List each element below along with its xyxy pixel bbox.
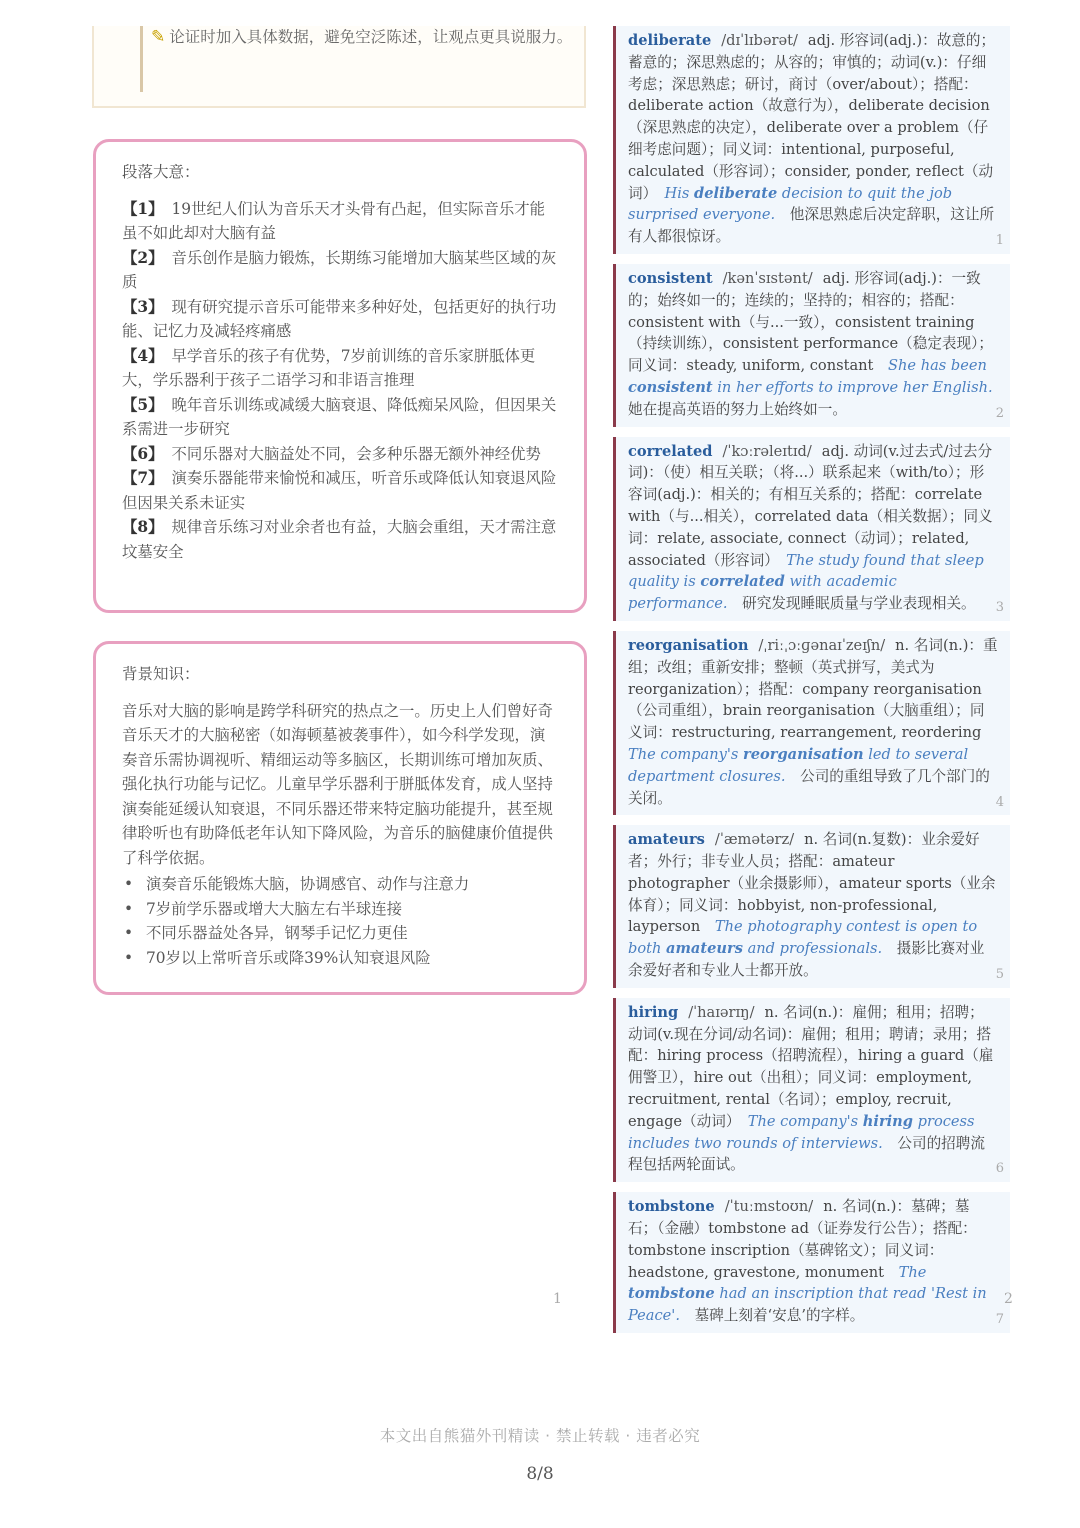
summary-item-number: 【3】 bbox=[122, 297, 164, 316]
vocab-translation: 公司的重组导致了几个部门的关闭。 bbox=[628, 767, 990, 807]
vocab-translation: 研究发现睡眠质量与学业表现相关。 bbox=[742, 595, 976, 613]
summary-item bbox=[122, 246, 560, 295]
vocab-word: reorganisation bbox=[628, 636, 749, 654]
summary-item-number: 【8】 bbox=[122, 518, 164, 536]
vocab-number: 1 bbox=[995, 233, 1004, 249]
summary-item-number: 【4】 bbox=[122, 346, 164, 365]
example-keyword: deliberate bbox=[694, 184, 778, 202]
vocab-phonetic: /ˌriːˌɔːɡənaɪˈzeɪʃn/ bbox=[758, 636, 886, 654]
summary-item-number: 【7】 bbox=[122, 469, 164, 487]
example-keyword: tombstone bbox=[628, 1285, 715, 1303]
summary-item bbox=[122, 442, 560, 467]
summary-item-text: 现有研究提示音乐可能带来多种好处，包括更好的执行功能、记忆力及减轻疼痛感 bbox=[122, 297, 557, 340]
summary-item-number: 【1】 bbox=[122, 199, 164, 218]
background-card bbox=[93, 641, 587, 995]
vocab-definition: adj. 形容词(adj.)：一致的；始终如一的；连续的；坚持的；相容的；搭配：consistent with（与...一致），consistent training（持续训练），consistent performance（稳定表现）；同义词：steady, uniform, constant bbox=[628, 269, 993, 375]
example-prefix: His bbox=[664, 184, 695, 202]
example-suffix: in her efforts to improve her English. bbox=[712, 378, 993, 396]
vocab-definition: n. 名词(n.)：雇佣；租用；招聘；动词(v.现在分词/动名词)：雇佣；租用；聘请；录用；搭配：hiring process（招聘流程），hiring a guard（雇佣警卫），hire out（出租）；同义词：employment, recruitment, rental（名词）；employ, recruit, engage（动词） bbox=[628, 1003, 994, 1130]
vocab-card-amateurs bbox=[613, 825, 1010, 988]
background-bullet: • 不同乐器益处各异，钢琴手记忆力更佳 bbox=[122, 921, 560, 946]
vocab-phonetic: /ˈtuːmstoʊn/ bbox=[724, 1198, 814, 1216]
vocab-definition: n. 名词(n.)：重组；改组；重新安排；整顿（英式拼写，美式为reorganization）；搭配：company reorganisation（公司重组），brain reorganisation（大脑重组）；同义词：restructuring, rearrangement, reordering bbox=[628, 636, 998, 742]
example-suffix: led to several department closures. bbox=[628, 745, 969, 785]
vocab-word: tombstone bbox=[628, 1198, 715, 1216]
summary-item bbox=[122, 466, 560, 515]
background-bullet: • 演奏音乐能锻炼大脑，协调感官、动作与注意力 bbox=[122, 872, 560, 897]
vocab-definition: adj. 动词(v.过去式/过去分词)：（使）相互关联；（将...）联系起来（with/to）；形容词(adj.)：相关的；有相互关系的；搭配：correlate with（与...相关），correlated data（相关数据）；同义词：relate, associate, connect（动词）；related, associated（形容词） bbox=[628, 442, 993, 569]
summary-item bbox=[122, 295, 560, 344]
paragraph-summary-card bbox=[93, 139, 587, 613]
background-title: 背景知识： bbox=[122, 665, 200, 683]
tip-box bbox=[92, 26, 586, 108]
vocab-translation: 他深思熟虑后决定辞职，这让所有人都很惊讶。 bbox=[628, 206, 995, 246]
summary-item-number: 【5】 bbox=[122, 395, 164, 414]
example-keyword: amateurs bbox=[666, 940, 743, 958]
example-prefix: The photography contest is open to both bbox=[628, 918, 978, 958]
summary-item-text: 音乐创作是脑力锻炼，长期练习能增加大脑某些区域的灰质 bbox=[122, 248, 557, 291]
summary-item-text: 早学音乐的孩子有优势，7岁前训练的音乐家胼胝体更大，学乐器利于孩子二语学习和非语言推理 bbox=[122, 346, 536, 389]
page-indicator: 8/8 bbox=[526, 1464, 554, 1484]
tip-content bbox=[140, 26, 578, 92]
example-keyword: correlated bbox=[700, 573, 785, 591]
pencil-icon: ✎ bbox=[151, 27, 166, 47]
example-keyword: reorganisation bbox=[743, 745, 864, 763]
summary-item-text: 规律音乐练习对业余者也有益，大脑会重组，天才需注意坟墓安全 bbox=[122, 518, 557, 561]
example-keyword: consistent bbox=[628, 378, 713, 396]
left-page-number: 1 bbox=[553, 1291, 562, 1307]
example-suffix: with academic performance. bbox=[628, 573, 897, 613]
example-prefix: The company's bbox=[628, 745, 744, 763]
vocab-card-correlated bbox=[613, 437, 1010, 621]
vocab-translation: 她在提高英语的努力上始终如一。 bbox=[628, 400, 847, 418]
summary-title: 段落大意： bbox=[122, 163, 200, 181]
example-prefix: The study found that sleep quality is bbox=[628, 551, 984, 591]
vocab-word: correlated bbox=[628, 442, 713, 460]
vocab-card-hiring bbox=[613, 998, 1010, 1182]
vocab-translation: 公司的招聘流程包括两轮面试。 bbox=[628, 1134, 985, 1174]
vocab-definition: adj. 形容词(adj.)：故意的；蓄意的；深思熟虑的；从容的；审慎的；动词(v.)：仔细考虑；深思熟虑；研讨，商讨（over/about）；搭配：deliberate action（故意行为），deliberate decision（深思熟虑的决定），deliberate over a problem（仔细考虑问题）；同义词：intentional, purposeful, calculated（形容词）；consider, ponder, reflect（动词） bbox=[628, 32, 996, 202]
vocab-word: hiring bbox=[628, 1003, 679, 1021]
summary-item-number: 【2】 bbox=[122, 248, 164, 267]
summary-item-text: 19世纪人们认为音乐天才头骨有凸起，但实际音乐才能虽不如此却对大脑有益 bbox=[122, 199, 546, 242]
vocab-phonetic: /kənˈsɪstənt/ bbox=[722, 269, 813, 287]
vocab-number: 3 bbox=[995, 600, 1004, 616]
background-bullet: • 7岁前学乐器或增大大脑左右半球连接 bbox=[122, 897, 560, 922]
summary-item-text: 演奏乐器能带来愉悦和减压，听音乐或降低认知衰退风险但因果关系未证实 bbox=[122, 469, 557, 512]
vocab-number: 2 bbox=[995, 405, 1004, 421]
vocab-number: 4 bbox=[995, 794, 1004, 810]
vocab-phonetic: /ˈkɔːrəleɪtɪd/ bbox=[722, 442, 812, 460]
vocab-number: 7 bbox=[995, 1312, 1004, 1328]
vocab-card-reorganisation bbox=[613, 631, 1010, 815]
summary-item bbox=[122, 344, 560, 393]
background-bullet: • 70岁以上常听音乐或降39%认知衰退风险 bbox=[122, 946, 560, 971]
vocab-card-consistent bbox=[613, 264, 1010, 427]
example-suffix: process includes two rounds of interviews. bbox=[628, 1112, 975, 1152]
example-suffix: decision to quit the job surprised everyone. bbox=[628, 184, 953, 224]
background-bullets bbox=[122, 872, 560, 970]
summary-item bbox=[122, 393, 560, 442]
summary-list bbox=[122, 197, 560, 565]
vocab-word: amateurs bbox=[628, 831, 705, 849]
vocab-translation: 墓碑上刻着‘安息’的字样。 bbox=[694, 1307, 865, 1325]
summary-item-number: 【6】 bbox=[122, 444, 164, 463]
vocab-phonetic: /ˈæmətərz/ bbox=[714, 831, 795, 849]
example-prefix: The company's bbox=[747, 1112, 863, 1130]
summary-item bbox=[122, 197, 560, 246]
summary-item bbox=[122, 515, 560, 564]
vocab-card-tombstone bbox=[613, 1192, 1010, 1333]
background-text: 音乐对大脑的影响是跨学科研究的热点之一。历史上人们曾好奇音乐天才的大脑秘密（如海顿墓被袭事件），如今科学发现，演奏音乐需协调视听、精细运动等多脑区，长期训练可增加灰质、强化执行功能与记忆。儿童早学乐器利于胼胝体发育，成人坚持演奏能延缓认知衰退，不同乐器还带来特定脑功能提升，甚至规律聆听也有助降低老年认知下降风险，为音乐的脑健康价值提供了科学依据。 bbox=[122, 701, 553, 867]
example-suffix: had an inscription that read 'Rest in Peace'. bbox=[628, 1285, 987, 1325]
vocab-word: consistent bbox=[628, 269, 713, 287]
vocab-phonetic: /ˈhaɪərɪŋ/ bbox=[688, 1003, 755, 1021]
right-page-number: 2 bbox=[1004, 1291, 1013, 1307]
summary-item-text: 晚年音乐训练或减缓大脑衰退、降低痴呆风险，但因果关系需进一步研究 bbox=[122, 395, 557, 438]
vocab-translation: 摄影比赛对业余爱好者和专业人士都开放。 bbox=[628, 940, 985, 980]
copyright-footer: 本文出自熊猫外刊精读 · 禁止转载 · 违者必究 bbox=[379, 1427, 701, 1445]
vocab-definition: n. 名词(n.复数)：业余爱好者；外行；非专业人员；搭配：amateur photographer（业余摄影师），amateur sports（业余体育）；同义词：hobbyist, non-professional, layperson bbox=[628, 831, 996, 936]
example-prefix: The bbox=[898, 1263, 927, 1281]
example-keyword: hiring bbox=[862, 1112, 913, 1130]
vocab-number: 6 bbox=[995, 1161, 1004, 1177]
vocabulary-column bbox=[613, 26, 1010, 1343]
example-prefix: She has been bbox=[888, 357, 987, 375]
vocab-definition: n. 名词(n.)：墓碑；墓石；（金融）tombstone ad（证券发行公告）；搭配：tombstone inscription（墓碑铭文）；同义词：headstone, gravestone, monument bbox=[628, 1198, 977, 1281]
vocab-word: deliberate bbox=[628, 32, 712, 49]
example-suffix: and professionals. bbox=[742, 940, 883, 958]
vocab-card-deliberate bbox=[613, 26, 1010, 254]
summary-item-text: 不同乐器对大脑益处不同，会多种乐器无额外神经优势 bbox=[171, 444, 541, 463]
vocab-number: 5 bbox=[995, 967, 1004, 983]
vocab-phonetic: /dɪˈlɪbərət/ bbox=[721, 32, 798, 49]
tip-text: 论证时加入具体数据，避免空泛陈述，让观点更具说服力。 bbox=[169, 28, 573, 46]
